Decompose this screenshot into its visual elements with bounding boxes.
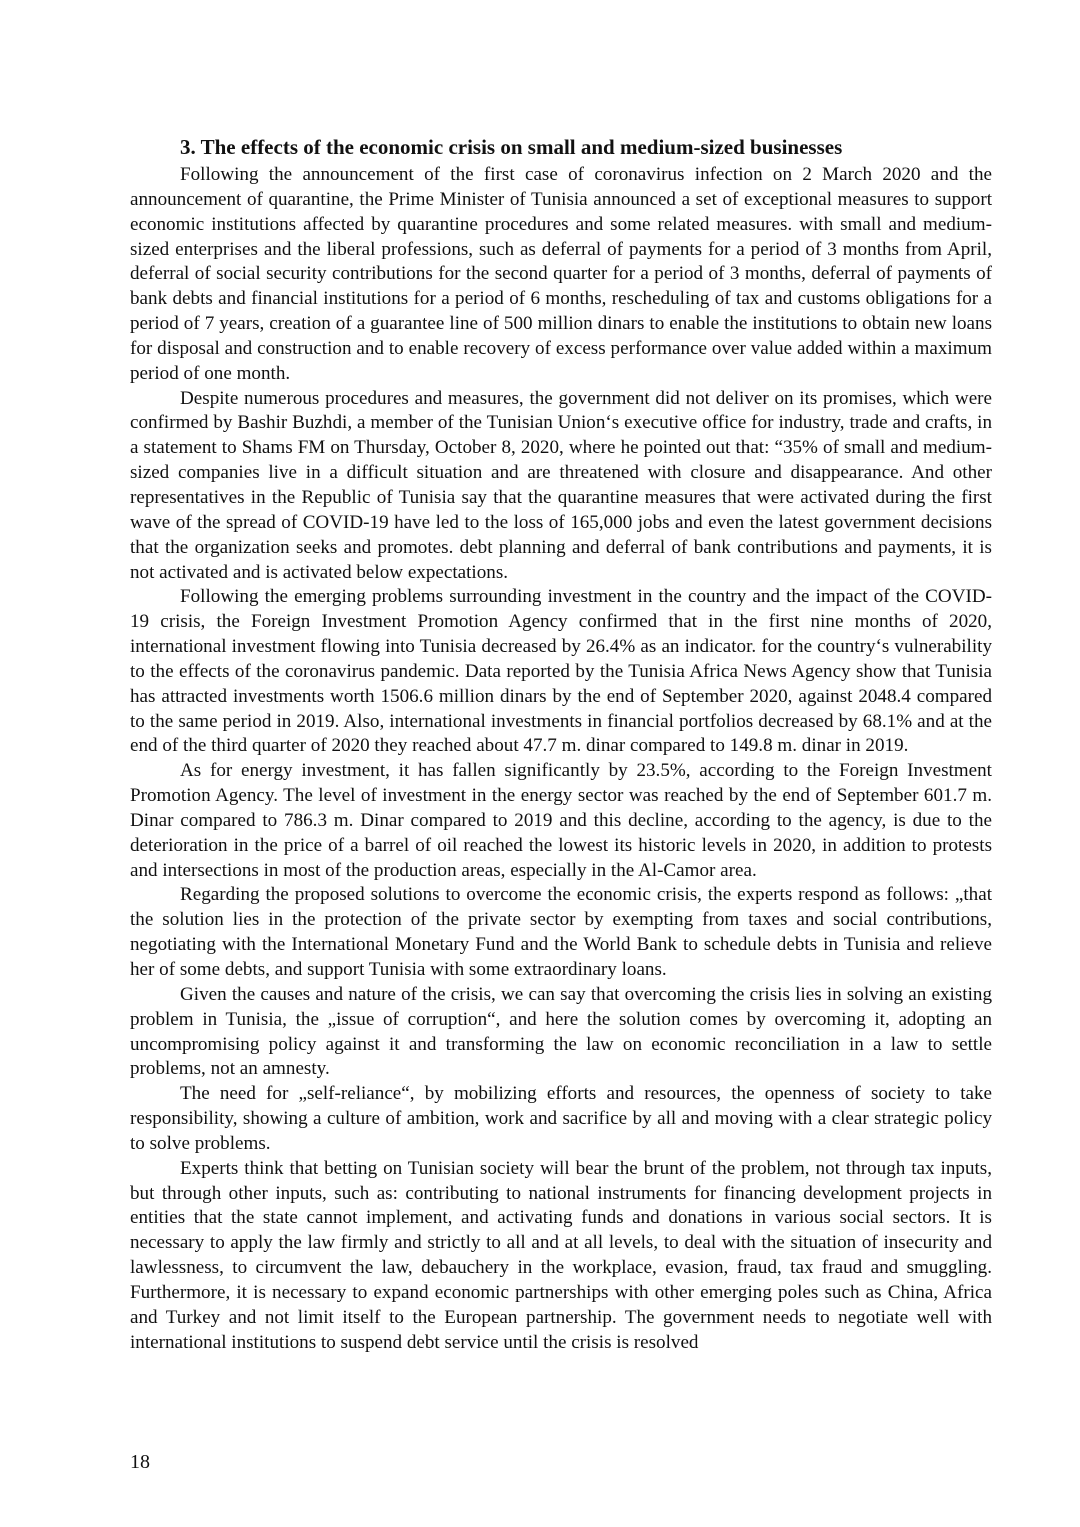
paragraph-proposed-solutions: Regarding the proposed solutions to overcome the economic crisis, the experts respond as follows: „that the solution lies in the protection of the private sector by exempting from taxes and social contributions, negotiating with the International Monetary Fund and the World Bank to schedule debts in Tunisia and relieve her of some debts, and support Tunisia with some extraordinary loans. [130,884,992,980]
paragraph-foreign-investment: Following the emerging problems surrounding investment in the country and the impact of the COVID-19 crisis, the Foreign Investment Promotion Agency confirmed that in the first nine months of 2020, international investment flowing into Tunisia decreased by 26.4% as an indicator. for the country‘s vulnerability to the effects of the coronavirus pandemic. Data reported by the Tunisia Africa News Agency show that Tunisia has attracted investments worth 1506.6 million dinars by the end of September 2020, against 2048.4 compared to the same period in 2019. Also, international investments in financial portfolios decreased by 68.1% and at the end of the third quarter of 2020 they reached about 47.7 m. dinar compared to 149.8 m. dinar in 2019. [130,586,992,757]
paragraph-energy-investment: As for energy investment, it has fallen significantly by 23.5%, according to the Foreign Investment Promotion Agency. The level of investment in the energy sector was reached by the end of September 601.7 m. Dinar compared to 786.3 m. Dinar compared to 2019 and this decline, according to the agency, is due to the deterioration in the price of a barrel of oil reached the lowest its historic levels in 2020, in addition to protests and intersections in most of the production areas, especially in the Al-Camor area. [130,760,992,881]
page-number: 18 [130,1451,150,1473]
section-heading: 3. The effects of the economic crisis on small and medium-sized businesses [180,135,843,159]
paragraph-experts-recommendations: Experts think that betting on Tunisian society will bear the brunt of the problem, not through tax inputs, but through other inputs, such as: contributing to national instruments for financing development projects in entities that the state cannot implement, and activating funds and donations in various social sectors. It is necessary to apply the law firmly and strictly to all and at all levels, to deal with the situation of insecurity and lawlessness, to circumvent the law, debauchery in the workplace, evasion, fraud, tax fraud and smuggling. Furthermore, it is necessary to expand economic partnerships with other emerging poles such as China, Africa and Turkey and not limit itself to the European partnership. The government needs to negotiate well with international institutions to suspend debt service until the crisis is resolved [130,1157,992,1353]
paragraph-self-reliance: The need for „self-reliance“, by mobilizing efforts and resources, the openness of society to take responsibility, showing a culture of ambition, work and sacrifice by all and moving with a clear strategic policy to solve problems. [130,1083,992,1154]
paragraph-government-promises: Despite numerous procedures and measures, the government did not deliver on its promises, which were confirmed by Bashir Buzhdi, a member of the Tunisian Union‘s executive office for industry, trade and crafts, in a statement to Shams FM on Thursday, October 8, 2020, where he pointed out that: “35% of small and medium-sized companies live in a difficult situation and are threatened with closure and disappearance. And other representatives in the Republic of Tunisia say that the quarantine measures that were activated during the first wave of the spread of COVID-19 have led to the loss of 165,000 jobs and even the latest government decisions that the organization seeks and promotes. debt planning and deferral of bank contributions and payments, it is not activated and is activated below expectations. [130,387,992,583]
page-body [130,134,992,1356]
paragraph-quarantine-measures: Following the announcement of the first case of coronavirus infection on 2 March 2020 and the announcement of quarantine, the Prime Minister of Tunisia announced a set of exceptional measures to support economic institutions affected by quarantine procedures and some related measures. with small and medium-sized enterprises and the liberal professions, such as deferral of payments for a period of 3 months from April, deferral of social security contributions for the second quarter for a period of 3 months, deferral of payments of bank debts and financial institutions for a period of 6 months, rescheduling of tax and customs obligations for a period of 7 years, creation of a guarantee line of 500 million dinars to enable the institutions to obtain new loans for disposal and construction and to enable recovery of excess performance over value added within a maximum period of one month. [130,164,992,384]
paragraph-corruption-issue: Given the causes and nature of the crisis, we can say that overcoming the crisis lies in solving an existing problem in Tunisia, the „issue of corruption“, and here the solution comes by overcoming it, adopting an uncompromising policy against it and transforming the law on economic reconciliation in a law to settle problems, not an amnesty. [130,983,992,1080]
